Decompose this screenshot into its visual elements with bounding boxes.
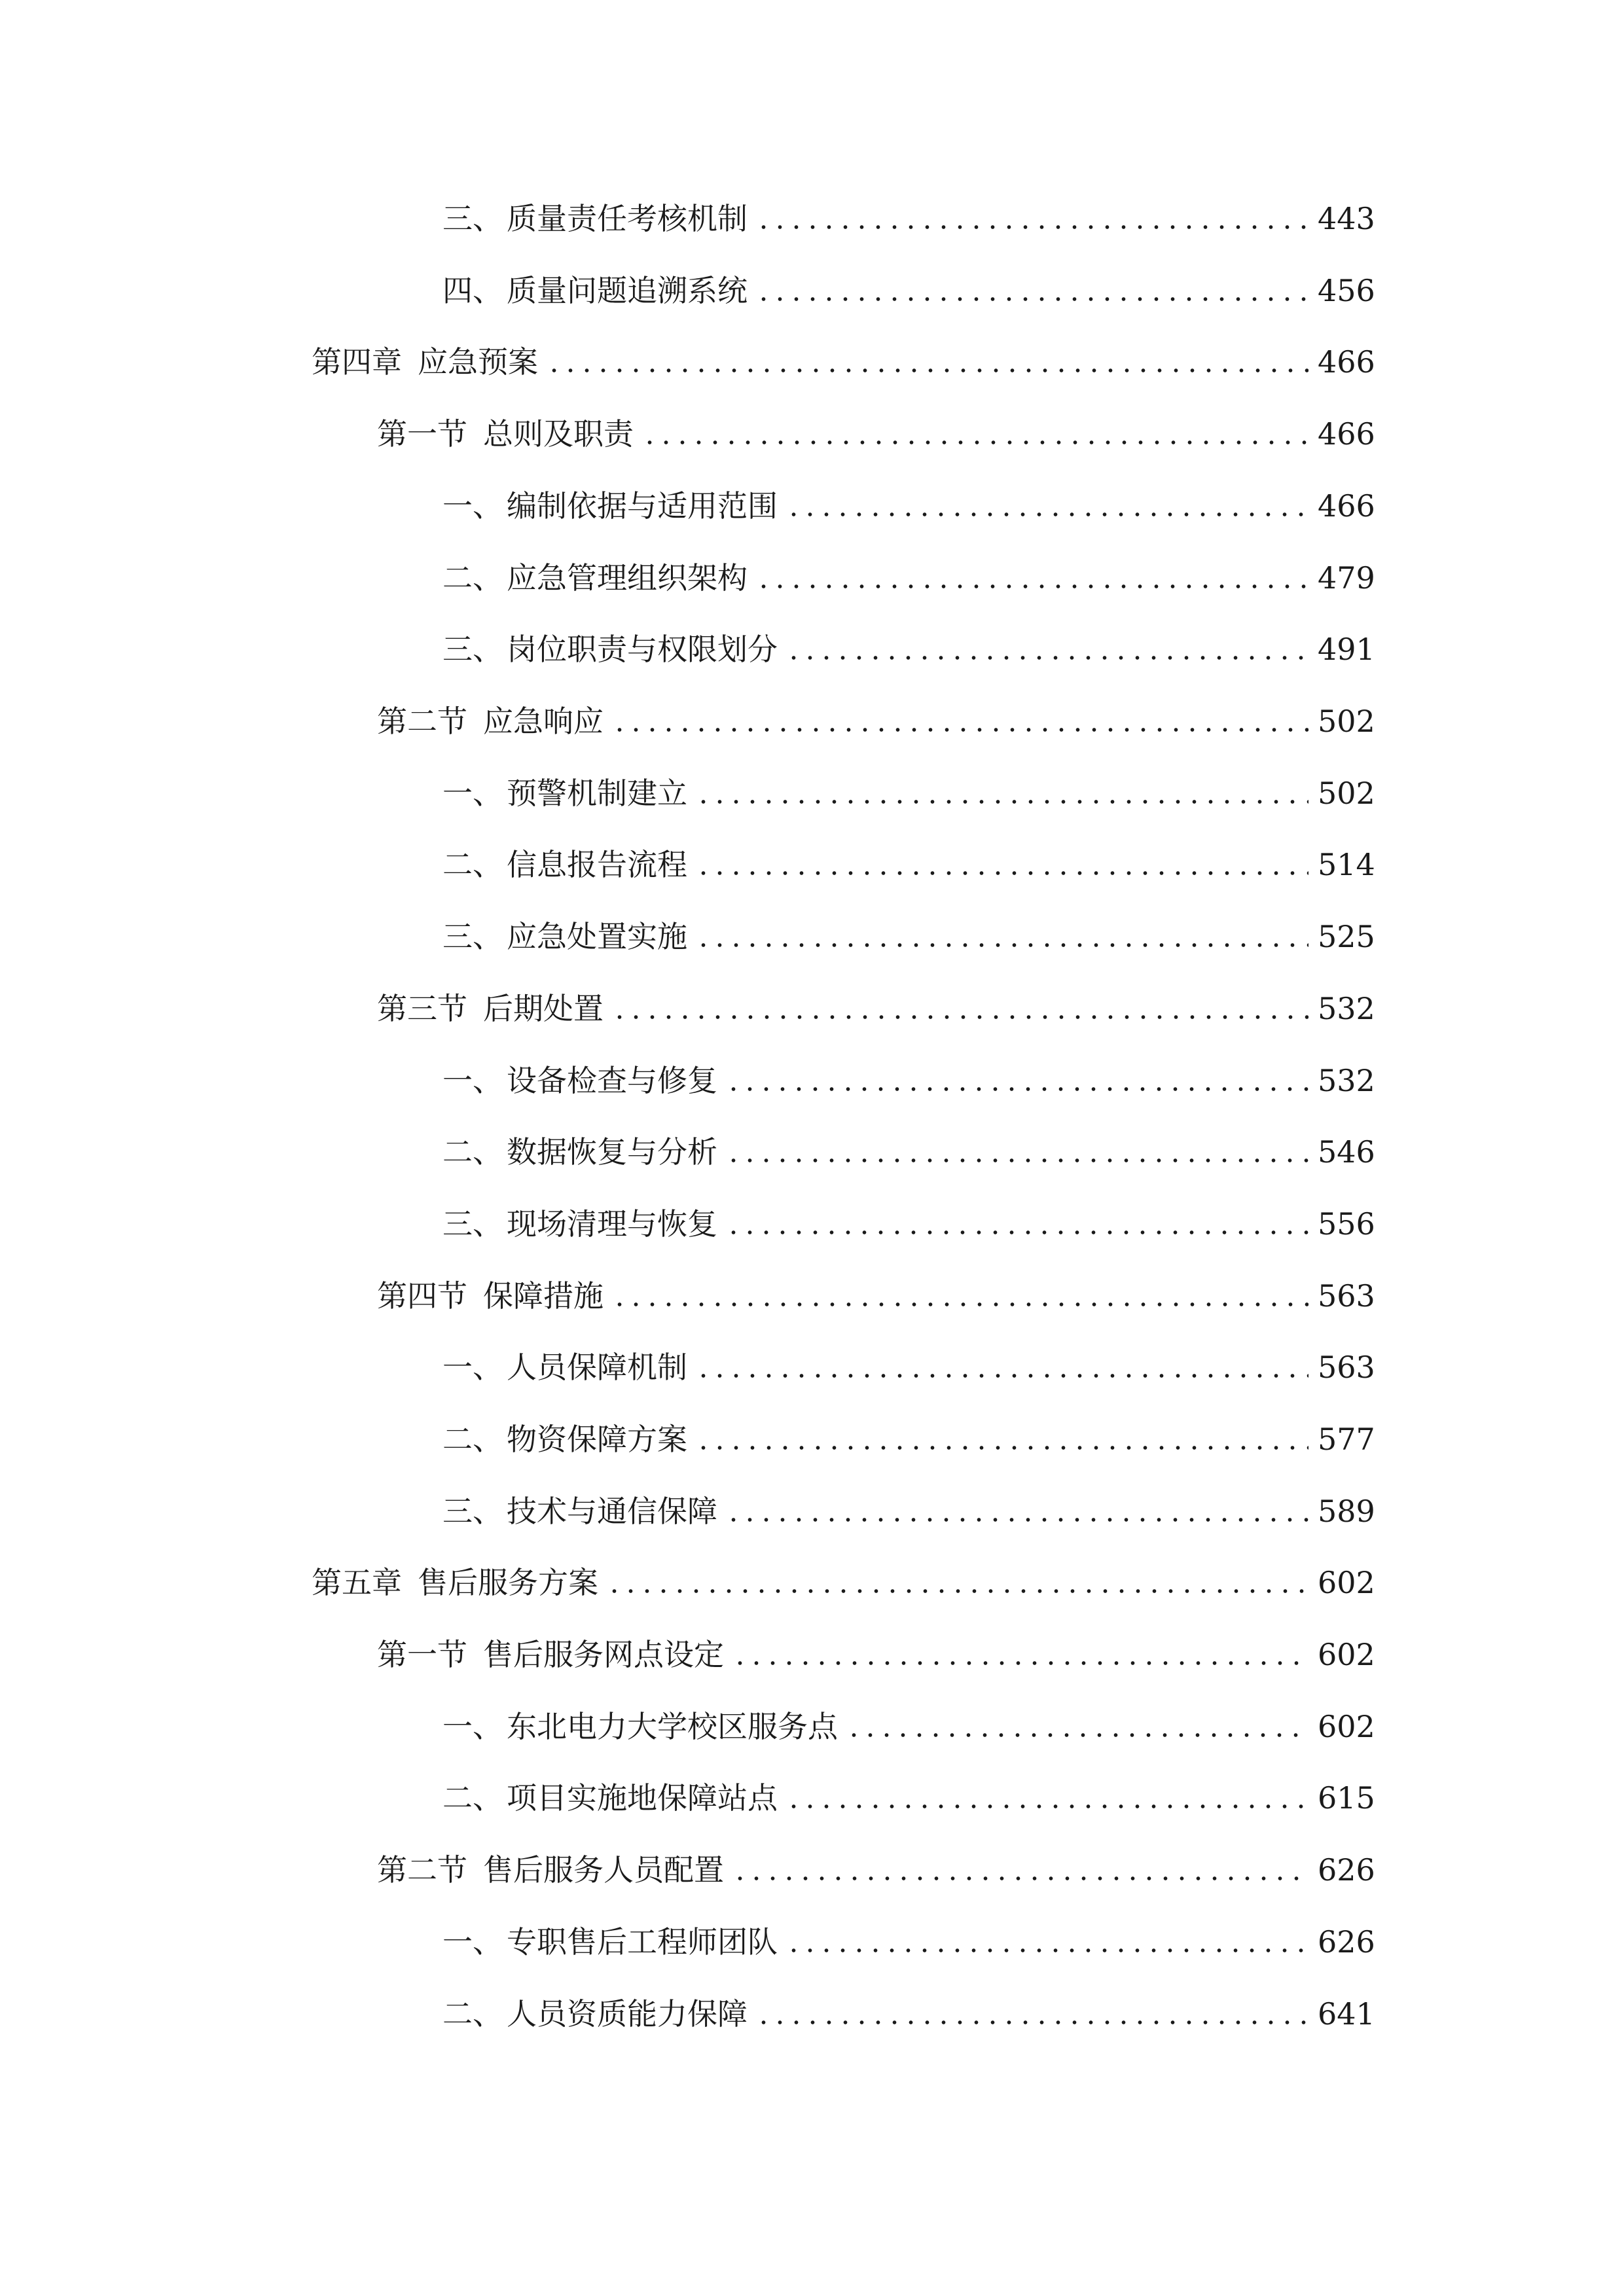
- toc-entry-page: 563: [1318, 1278, 1375, 1314]
- toc-entry[interactable]: [442, 480, 1375, 532]
- toc-entry-number: 一、: [442, 1709, 503, 1744]
- toc-entry-title: 东北电力大学校区服务点: [507, 1709, 838, 1744]
- toc-entry-title: 设备检查与修复: [507, 1063, 717, 1098]
- toc-entry[interactable]: [442, 552, 1375, 604]
- toc-entry-number: 第一节: [377, 416, 467, 452]
- toc-entry-number: 三、: [442, 632, 503, 667]
- toc-entry[interactable]: [377, 695, 1375, 747]
- toc-entry[interactable]: [442, 1198, 1375, 1250]
- toc-entry-number: 一、: [442, 1063, 503, 1098]
- toc-entry-page: 456: [1318, 273, 1375, 308]
- dot-leader: [611, 1015, 1308, 1019]
- toc-entry[interactable]: [442, 910, 1375, 963]
- toc-entry-title: 项目实施地保障站点: [507, 1780, 778, 1816]
- toc-entry[interactable]: [442, 1485, 1375, 1537]
- dot-leader: [755, 297, 1308, 301]
- toc-entry-page: 556: [1318, 1206, 1375, 1242]
- toc-entry-number: 第二节: [377, 1852, 467, 1888]
- dot-leader: [725, 1087, 1308, 1091]
- toc-entry[interactable]: [442, 1341, 1375, 1393]
- toc-entry[interactable]: [377, 1844, 1375, 1896]
- toc-entry-number: 二、: [442, 847, 503, 882]
- dot-leader: [755, 584, 1308, 588]
- dot-leader: [695, 800, 1308, 804]
- dot-leader: [606, 1589, 1308, 1593]
- toc-entry-page: 589: [1318, 1494, 1375, 1529]
- toc-entry-number: 三、: [442, 919, 503, 954]
- toc-entry-title: 售后服务网点设定: [483, 1637, 724, 1672]
- toc-entry-title: 信息报告流程: [507, 847, 687, 882]
- toc-entry[interactable]: [442, 1916, 1375, 1968]
- toc-entry[interactable]: [312, 1556, 1375, 1609]
- toc-entry-page: 479: [1318, 560, 1375, 596]
- toc-entry[interactable]: [442, 767, 1375, 819]
- toc-entry-number: 三、: [442, 201, 503, 236]
- toc-entry-number: 第五章: [312, 1565, 402, 1600]
- toc-entry[interactable]: [442, 1413, 1375, 1465]
- toc-entry-title: 岗位职责与权限划分: [507, 632, 778, 667]
- toc-entry-number: 二、: [442, 1996, 503, 2032]
- toc-entry[interactable]: [442, 838, 1375, 891]
- dot-leader: [732, 1661, 1308, 1665]
- toc-entry-number: 二、: [442, 1134, 503, 1170]
- toc-entry[interactable]: [442, 192, 1375, 245]
- toc-entry-page: 443: [1318, 201, 1375, 236]
- toc-entry-title: 应急处置实施: [507, 919, 687, 954]
- dot-leader: [695, 1446, 1308, 1450]
- toc-entry-number: 第四章: [312, 344, 402, 380]
- toc-entry[interactable]: [442, 1126, 1375, 1178]
- dot-leader: [725, 1518, 1308, 1522]
- toc-entry-title: 保障措施: [483, 1278, 604, 1314]
- toc-entry-page: 502: [1318, 704, 1375, 739]
- toc-entry-number: 三、: [442, 1494, 503, 1529]
- dot-leader: [695, 871, 1308, 875]
- toc-entry-page: 466: [1318, 344, 1375, 380]
- dot-leader: [611, 728, 1308, 732]
- dot-leader: [725, 1230, 1308, 1234]
- toc-entry-number: 四、: [442, 273, 503, 308]
- toc-entry-number: 第二节: [377, 704, 467, 739]
- dot-leader: [785, 512, 1308, 516]
- toc-entry-title: 编制依据与适用范围: [507, 488, 778, 524]
- toc-entry-number: 第三节: [377, 991, 467, 1026]
- toc-entry-page: 602: [1318, 1709, 1375, 1744]
- toc-entry[interactable]: [442, 264, 1375, 317]
- toc-entry-number: 二、: [442, 1422, 503, 1457]
- dot-leader: [641, 440, 1308, 444]
- toc-entry-page: 577: [1318, 1422, 1375, 1457]
- toc-entry-title: 质量责任考核机制: [507, 201, 748, 236]
- toc-entry[interactable]: [442, 1988, 1375, 2040]
- toc-entry-page: 602: [1318, 1565, 1375, 1600]
- toc-entry-title: 人员资质能力保障: [507, 1996, 748, 2032]
- toc-entry-number: 第四节: [377, 1278, 467, 1314]
- toc-entry-title: 售后服务方案: [418, 1565, 598, 1600]
- toc-entry[interactable]: [442, 1700, 1375, 1753]
- toc-entry-page: 641: [1318, 1996, 1375, 2032]
- toc-entry-page: 615: [1318, 1780, 1375, 1816]
- toc-entry-page: 466: [1318, 416, 1375, 452]
- toc-entry-page: 626: [1318, 1852, 1375, 1888]
- dot-leader: [785, 1804, 1308, 1808]
- toc-entry-title: 物资保障方案: [507, 1422, 687, 1457]
- toc-entry-title: 质量问题追溯系统: [507, 273, 748, 308]
- toc-entry-title: 应急响应: [483, 704, 604, 739]
- toc-entry[interactable]: [442, 623, 1375, 675]
- toc-entry[interactable]: [442, 1772, 1375, 1824]
- toc-entry[interactable]: [312, 336, 1375, 388]
- toc-entry-title: 应急预案: [418, 344, 538, 380]
- toc-entry-number: 一、: [442, 1350, 503, 1385]
- toc-entry-number: 二、: [442, 1780, 503, 1816]
- dot-leader: [732, 1876, 1308, 1880]
- toc-entry-title: 技术与通信保障: [507, 1494, 717, 1529]
- dot-leader: [546, 368, 1308, 372]
- dot-leader: [846, 1733, 1308, 1737]
- toc-entry-page: 532: [1318, 1063, 1375, 1098]
- toc-entry-number: 第一节: [377, 1637, 467, 1672]
- toc-entry-number: 一、: [442, 776, 503, 811]
- toc-entry[interactable]: [442, 1054, 1375, 1107]
- toc-entry[interactable]: [377, 408, 1375, 460]
- dot-leader: [755, 225, 1308, 229]
- dot-leader: [695, 943, 1308, 947]
- toc-entry-title: 专职售后工程师团队: [507, 1924, 778, 1960]
- toc-entry-page: 514: [1318, 847, 1375, 882]
- toc-entry-page: 563: [1318, 1350, 1375, 1385]
- toc-entry-title: 现场清理与恢复: [507, 1206, 717, 1242]
- toc-entry-number: 二、: [442, 560, 503, 596]
- dot-leader: [611, 1302, 1308, 1306]
- toc-entry-page: 466: [1318, 488, 1375, 524]
- toc-entry-number: 三、: [442, 1206, 503, 1242]
- toc-entry-page: 602: [1318, 1637, 1375, 1672]
- toc-entry[interactable]: [377, 1628, 1375, 1681]
- toc-entry-page: 502: [1318, 776, 1375, 811]
- toc-entry-title: 售后服务人员配置: [483, 1852, 724, 1888]
- dot-leader: [785, 1948, 1308, 1952]
- toc-entry-title: 应急管理组织架构: [507, 560, 748, 596]
- dot-leader: [725, 1158, 1308, 1162]
- toc-entry[interactable]: [377, 1270, 1375, 1322]
- toc-entry-title: 人员保障机制: [507, 1350, 687, 1385]
- toc-entry-title: 后期处置: [483, 991, 604, 1026]
- toc-entry-title: 数据恢复与分析: [507, 1134, 717, 1170]
- toc-entry-page: 491: [1318, 632, 1375, 667]
- dot-leader: [785, 656, 1308, 660]
- toc-entry-page: 626: [1318, 1924, 1375, 1960]
- toc-entry-title: 预警机制建立: [507, 776, 687, 811]
- toc-entry-number: 一、: [442, 488, 503, 524]
- dot-leader: [755, 2020, 1308, 2024]
- toc-entry-page: 532: [1318, 991, 1375, 1026]
- toc-entry[interactable]: [377, 982, 1375, 1035]
- toc-entry-page: 546: [1318, 1134, 1375, 1170]
- toc-entry-title: 总则及职责: [483, 416, 634, 452]
- toc-entry-number: 一、: [442, 1924, 503, 1960]
- dot-leader: [695, 1374, 1308, 1378]
- toc-entry-page: 525: [1318, 919, 1375, 954]
